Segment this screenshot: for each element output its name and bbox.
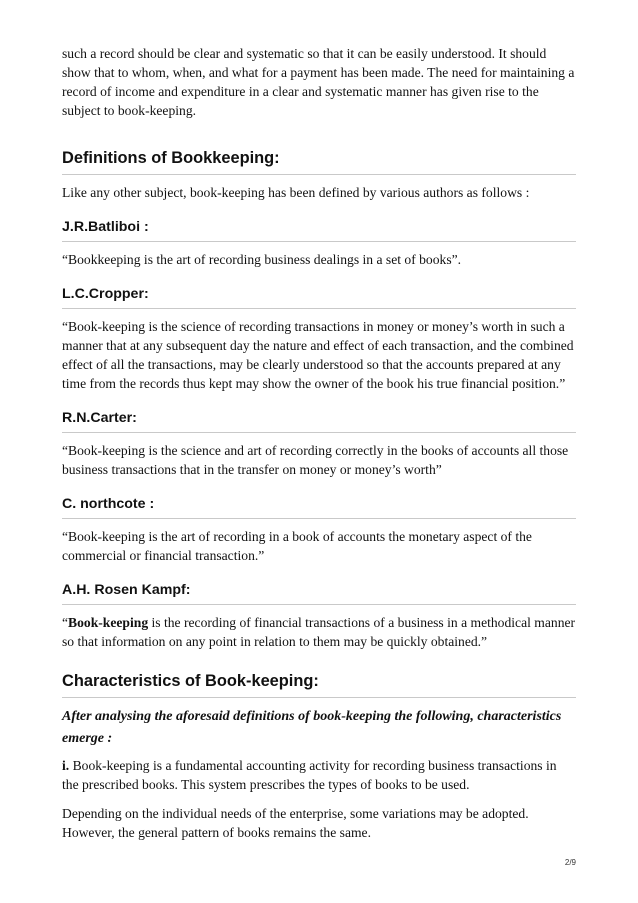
- item-text: Book-keeping is a fundamental accounting activity for recording business transactions in the prescribed books. This system prescribes the types of books to be used.: [62, 758, 557, 792]
- author-heading-cropper: L.C.Cropper:: [62, 285, 576, 309]
- item-marker: i.: [62, 758, 70, 773]
- author-quote-batliboi: “Bookkeeping is the art of recording business dealings in a set of books”.: [62, 252, 462, 267]
- author-quote-northcote: “Book-keeping is the art of recording in a book of accounts the monetary aspect of the commercial or financial transaction.”: [62, 529, 532, 563]
- definitions-heading: Definitions of Bookkeeping:: [62, 148, 576, 175]
- author-quote-cropper: “Book-keeping is the science of recording transactions in money or money’s worth in such a manner that at any subsequent day the nature and effect of each transaction, and the combined effect of all the transactions, may be clearly understood so that the accounts prepared at any time from the records thus kept may show the owner of the book his true financial position.”: [62, 319, 574, 391]
- characteristics-paragraph: Depending on the individual needs of the enterprise, some variations may be adopted. However, the general pattern of books remains the same.: [62, 806, 529, 840]
- characteristics-intro: After analysing the aforesaid definitions of book-keeping the following, characteristics emerge :: [62, 709, 562, 746]
- author-quote-carter: “Book-keeping is the science and art of recording correctly in the books of accounts all those business transactions that in the transfer on money or money’s worth”: [62, 443, 569, 477]
- author-heading-batliboi: J.R.Batliboi :: [62, 218, 576, 242]
- author-quote-rosenkampf: [62, 613, 576, 651]
- definitions-intro: Like any other subject, book-keeping has been defined by various authors as follows :: [62, 185, 530, 200]
- quote-bold-term: Book-keeping: [68, 615, 149, 630]
- author-heading-rosenkampf: A.H. Rosen Kampf:: [62, 581, 576, 605]
- author-heading-northcote: C. northcote :: [62, 495, 576, 519]
- characteristics-heading: Characteristics of Book-keeping:: [62, 671, 576, 698]
- page-number: 2/9: [564, 858, 576, 867]
- intro-paragraph: such a record should be clear and systematic so that it can be easily understood. It should show that to whom, when, and what for a payment has been made. The need for maintaining a record of income and expenditure in a clear and systematic manner has given rise to the subject to book-keeping.: [62, 46, 575, 118]
- quote-open-mark: “: [62, 615, 69, 630]
- author-heading-carter: R.N.Carter:: [62, 409, 576, 433]
- quote-rest: is the recording of financial transactions of a business in a methodical manner so that information on any point in relation to them may be quickly obtained.”: [62, 615, 576, 649]
- characteristic-item-1: [62, 756, 576, 794]
